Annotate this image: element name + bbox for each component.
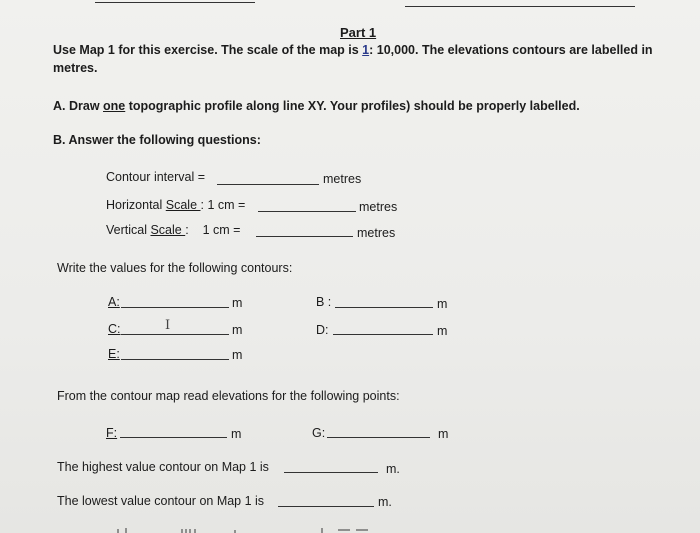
contour-interval-label: Contour interval = bbox=[106, 170, 206, 184]
vertical-label-scale: Scale bbox=[150, 223, 186, 237]
contour-d-blank[interactable] bbox=[333, 334, 433, 335]
contour-d-label: D: bbox=[316, 323, 329, 337]
point-f-blank[interactable] bbox=[120, 437, 227, 438]
intro-line-1 bbox=[53, 43, 653, 57]
horizontal-scale-blank[interactable] bbox=[258, 211, 356, 212]
contour-c-blank[interactable] bbox=[121, 334, 229, 335]
contour-c-label: C: bbox=[108, 322, 121, 336]
horizontal-scale-label bbox=[106, 198, 245, 212]
section-a-rest: topographic profile along line XY. Your profiles) should be properly labelled. bbox=[125, 99, 580, 113]
horizontal-label-text: Horizontal bbox=[106, 198, 166, 212]
contours-heading: Write the values for the following contours: bbox=[57, 261, 293, 275]
contour-e-blank[interactable] bbox=[121, 359, 229, 360]
section-a-instruction bbox=[53, 99, 580, 113]
contour-interval-blank[interactable] bbox=[217, 184, 319, 185]
lowest-contour-question: The lowest value contour on Map 1 is bbox=[57, 494, 265, 508]
point-f-unit: m bbox=[231, 427, 242, 441]
contour-e-unit: m bbox=[232, 348, 243, 362]
intro-text-2: for this exercise. The scale of the map is bbox=[114, 43, 363, 57]
horizontal-scale-unit: metres bbox=[359, 200, 398, 214]
intro-text-3: : 10,000. The elevations contours are labelled in bbox=[369, 43, 653, 57]
contour-a-blank[interactable] bbox=[121, 307, 229, 308]
vertical-scale-unit: metres bbox=[357, 226, 396, 240]
contour-b-blank[interactable] bbox=[335, 307, 433, 308]
contour-b-label: B : bbox=[316, 295, 332, 309]
contour-c-handwritten-mark: I bbox=[165, 318, 171, 333]
section-a-one: one bbox=[103, 99, 126, 113]
intro-text: Use bbox=[53, 43, 80, 57]
highest-contour-unit: m. bbox=[386, 462, 400, 476]
contour-c-unit: m bbox=[232, 323, 243, 337]
points-heading: From the contour map read elevations for the following points: bbox=[57, 389, 400, 403]
lowest-contour-unit: m. bbox=[378, 495, 392, 509]
contour-d-unit: m bbox=[437, 324, 448, 338]
contour-a-unit: m bbox=[232, 296, 243, 310]
horizontal-label-eq: : 1 cm = bbox=[200, 198, 246, 212]
section-b-heading: B. Answer the following questions: bbox=[53, 133, 261, 147]
lowest-contour-blank[interactable] bbox=[278, 506, 374, 507]
cut-off-text-fragments bbox=[0, 527, 700, 533]
horizontal-label-scale: Scale bbox=[165, 198, 201, 212]
point-g-blank[interactable] bbox=[327, 437, 430, 438]
point-f-label: F: bbox=[106, 426, 118, 440]
intro-scale-numerator: 1 bbox=[362, 43, 370, 57]
top-rule-left bbox=[95, 2, 255, 3]
contour-a-label: A: bbox=[108, 295, 120, 309]
vertical-scale-blank[interactable] bbox=[256, 236, 353, 237]
contour-e-label: E: bbox=[108, 347, 120, 361]
contour-interval-unit: metres bbox=[323, 172, 362, 186]
top-rule-right bbox=[405, 6, 635, 7]
intro-line-2: metres. bbox=[53, 61, 98, 75]
intro-map-name: Map 1 bbox=[79, 43, 115, 57]
vertical-scale-label bbox=[106, 223, 240, 237]
section-a-prefix: A. Draw bbox=[53, 99, 104, 113]
point-g-label: G: bbox=[312, 426, 326, 440]
point-g-unit: m bbox=[438, 427, 449, 441]
contour-b-unit: m bbox=[437, 297, 448, 311]
part-title: Part 1 bbox=[340, 25, 377, 40]
vertical-label-text: Vertical bbox=[106, 223, 151, 237]
highest-contour-question: The highest value contour on Map 1 is bbox=[57, 460, 269, 474]
vertical-label-eq: : 1 cm = bbox=[185, 223, 241, 237]
highest-contour-blank[interactable] bbox=[284, 472, 378, 473]
